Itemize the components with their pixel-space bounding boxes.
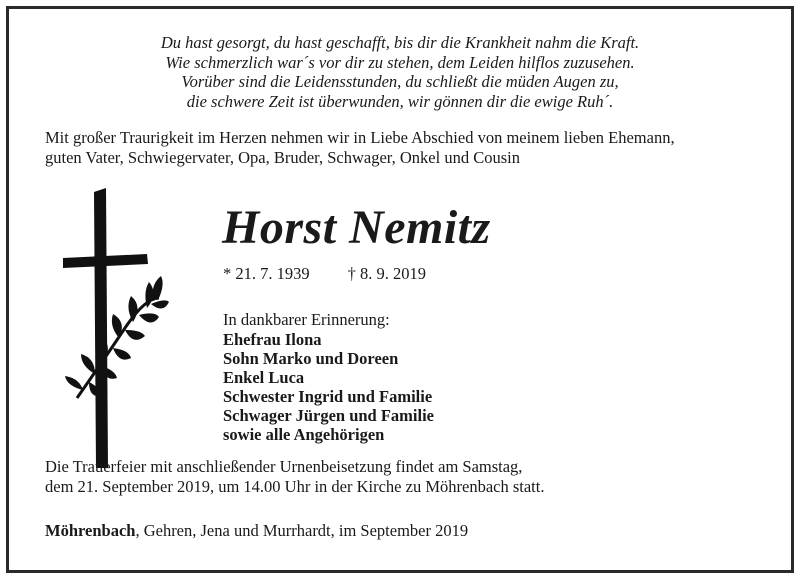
mourner: Ehefrau Ilona [223, 330, 322, 349]
mourner: Schwester Ingrid und Familie [223, 387, 433, 406]
mourner: Sohn Marko und Doreen [223, 349, 399, 368]
intro-line: Mit großer Traurigkeit im Herzen nehmen wir in Liebe Abschied von meinem lieben Ehemann, [45, 128, 675, 147]
memory-label: In dankbarer Erinnerung: [223, 310, 390, 329]
deceased-name: Horst Nemitz [222, 201, 491, 254]
service-line: Die Trauerfeier mit anschließender Urnenbeisetzung findet am Samstag, [45, 457, 523, 476]
poem-line: Du hast gesorgt, du hast geschafft, bis dir die Krankheit nahm die Kraft. [160, 33, 640, 52]
closing-place: Möhrenbach [45, 521, 136, 540]
closing-line [45, 521, 468, 541]
poem [0, 33, 800, 111]
poem-line: Vorüber sind die Leidensstunden, du schließt die müden Augen zu, [181, 72, 619, 91]
death-date: † 8. 9. 2019 [347, 264, 426, 283]
cross-with-palm-branch-icon [55, 188, 175, 468]
poem-line: die schwere Zeit ist überwunden, wir gönnen dir die ewige Ruh´. [186, 91, 614, 111]
mourner: Enkel Luca [223, 368, 305, 387]
life-dates [223, 264, 426, 284]
funeral-service-info [45, 457, 785, 496]
mourner: sowie alle Angehörigen [223, 425, 385, 444]
poem-line: Wie schmerzlich war´s vor dir zu stehen, dem Leiden hilflos zuzusehen. [165, 52, 635, 72]
closing-rest: , Gehren, Jena und Murrhardt, im September 2019 [135, 521, 469, 540]
birth-date: * 21. 7. 1939 [223, 264, 310, 283]
service-line: dem 21. September 2019, um 14.00 Uhr in der Kirche zu Möhrenbach statt. [45, 476, 545, 496]
intro-text [45, 128, 785, 168]
mourners-list [223, 330, 434, 444]
intro-line: guten Vater, Schwiegervater, Opa, Bruder, Schwager, Onkel und Cousin [45, 148, 520, 167]
mourner: Schwager Jürgen und Familie [223, 406, 434, 425]
